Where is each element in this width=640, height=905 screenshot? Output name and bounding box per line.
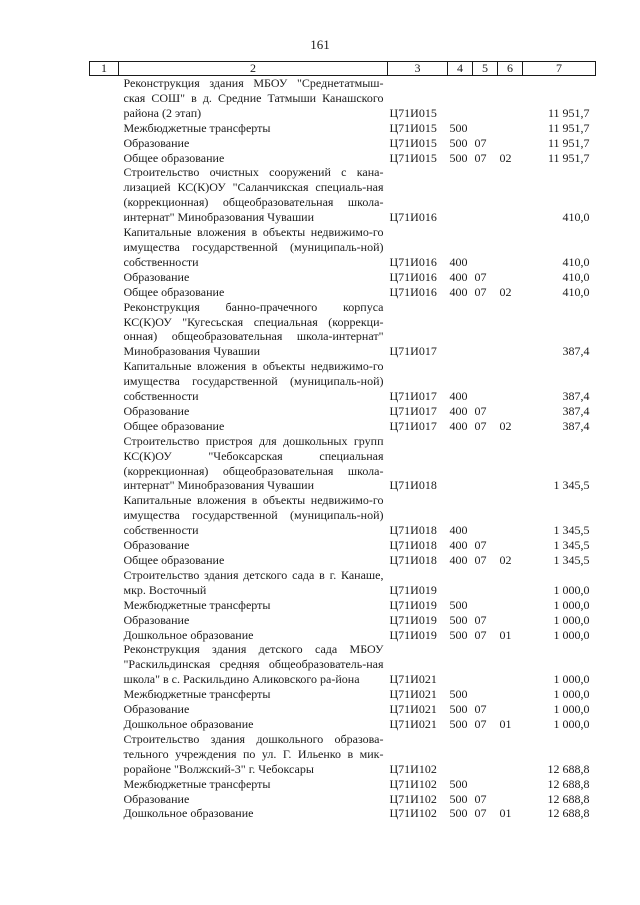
expense-type-code: 500 xyxy=(449,597,468,612)
row-spacer-cell xyxy=(90,568,119,598)
expense-type-code: 400 xyxy=(449,403,468,418)
amount-value: 410,0 xyxy=(562,284,590,299)
subsection-code xyxy=(498,702,523,717)
item-name: Образование xyxy=(123,791,190,806)
amount-value: 1 000,0 xyxy=(553,597,590,612)
table-row xyxy=(90,359,596,404)
section-code xyxy=(473,165,498,225)
column-number-6: 6 xyxy=(498,62,523,76)
item-name: Строительство очистных сооружений с кана-лизацией КС(К)ОУ "Саланчикская специаль-ная (коррекционная) общеобразовательная школа-интернат" Минобразования Чувашии xyxy=(123,165,384,225)
row-spacer-cell xyxy=(90,792,119,807)
row-spacer-cell xyxy=(90,717,119,732)
table-row xyxy=(90,270,596,285)
expense-type-code: 500 xyxy=(449,806,468,821)
row-spacer-cell xyxy=(90,270,119,285)
section-code: 07 xyxy=(474,716,487,731)
table-row xyxy=(90,225,596,270)
target-article-code: Ц71И102 xyxy=(389,791,437,806)
amount-value: 410,0 xyxy=(562,254,590,269)
subsection-code xyxy=(498,270,523,285)
section-code: 07 xyxy=(474,553,487,567)
expense-type-code: 500 xyxy=(449,776,468,791)
expense-type-code: 400 xyxy=(449,269,468,284)
row-spacer-cell xyxy=(90,687,119,702)
budget-table xyxy=(89,61,596,821)
target-article-code: Ц71И102 xyxy=(389,761,437,776)
section-code xyxy=(473,225,498,270)
target-article-code: Ц71И015 xyxy=(389,105,437,120)
row-spacer-cell xyxy=(90,702,119,717)
subsection-code xyxy=(498,404,523,419)
amount-value: 12 688,8 xyxy=(547,776,590,791)
target-article-code: Ц71И021 xyxy=(389,702,437,717)
target-article-code: Ц71И015 xyxy=(389,150,437,165)
amount-value: 12 688,8 xyxy=(547,761,590,776)
section-code: 07 xyxy=(474,627,487,642)
table-body xyxy=(90,76,596,822)
target-article-code: Ц71И018 xyxy=(389,523,437,538)
expense-type-code: 400 xyxy=(449,389,468,404)
amount-value: 1 000,0 xyxy=(553,582,590,597)
column-number-5: 5 xyxy=(473,62,498,76)
table-row xyxy=(90,300,596,360)
subsection-code: 01 xyxy=(499,806,512,821)
section-code xyxy=(473,732,498,777)
row-spacer-cell xyxy=(90,538,119,553)
amount-value: 1 000,0 xyxy=(553,716,590,731)
table-row xyxy=(90,285,596,300)
item-name: Капитальные вложения в объекты недвижимо-го имущества государственной (муниципаль-ной) собственности xyxy=(123,493,384,538)
item-name: Дошкольное образование xyxy=(123,716,254,731)
subsection-code xyxy=(498,613,523,628)
row-spacer-cell xyxy=(90,777,119,792)
table-row xyxy=(90,702,596,717)
table-row xyxy=(90,404,596,419)
target-article-code: Ц71И016 xyxy=(389,269,437,284)
row-spacer-cell xyxy=(90,806,119,821)
column-number-4: 4 xyxy=(448,62,473,76)
amount-value: 11 951,7 xyxy=(547,105,590,120)
target-article-code: Ц71И019 xyxy=(389,597,437,612)
table-row xyxy=(90,136,596,151)
subsection-code xyxy=(498,777,523,792)
amount-value: 387,4 xyxy=(562,418,590,433)
expense-type-code xyxy=(448,568,473,598)
section-code: 07 xyxy=(474,806,487,821)
page-number: 161 xyxy=(310,37,330,52)
subsection-code xyxy=(498,792,523,807)
subsection-code: 02 xyxy=(499,553,512,567)
subsection-code xyxy=(498,493,523,538)
item-name: Образование xyxy=(123,538,190,553)
row-spacer-cell xyxy=(90,285,119,300)
row-spacer-cell xyxy=(90,613,119,628)
item-name: Образование xyxy=(123,403,190,418)
section-code xyxy=(473,568,498,598)
section-code: 07 xyxy=(474,702,487,717)
expense-type-code: 400 xyxy=(449,254,468,269)
amount-value: 12 688,8 xyxy=(547,791,590,806)
target-article-code: Ц71И017 xyxy=(389,418,437,433)
row-spacer-cell xyxy=(90,76,119,121)
amount-value: 1 345,5 xyxy=(553,538,590,553)
expense-type-code: 500 xyxy=(449,627,468,642)
table-row xyxy=(90,76,596,121)
row-spacer-cell xyxy=(90,404,119,419)
amount-value: 1 000,0 xyxy=(553,702,590,717)
row-spacer-cell xyxy=(90,732,119,777)
expense-type-code xyxy=(448,165,473,225)
section-code xyxy=(473,359,498,404)
amount-value: 1 000,0 xyxy=(553,687,590,702)
item-name: Общее образование xyxy=(123,150,225,165)
section-code xyxy=(473,493,498,538)
item-name: Образование xyxy=(123,702,190,717)
table-row xyxy=(90,642,596,687)
target-article-code: Ц71И102 xyxy=(389,806,437,821)
item-name: Образование xyxy=(123,612,190,627)
subsection-code xyxy=(498,300,523,360)
table-row xyxy=(90,419,596,434)
expense-type-code xyxy=(448,434,473,494)
target-article-code: Ц71И015 xyxy=(389,120,437,135)
table-row xyxy=(90,568,596,598)
row-spacer-cell xyxy=(90,151,119,166)
row-spacer-cell xyxy=(90,121,119,136)
table-row xyxy=(90,493,596,538)
section-code: 07 xyxy=(474,135,487,150)
table-row xyxy=(90,538,596,553)
subsection-code xyxy=(498,687,523,702)
row-spacer-cell xyxy=(90,419,119,434)
expense-type-code xyxy=(448,642,473,687)
row-spacer-cell xyxy=(90,642,119,687)
table-row xyxy=(90,121,596,136)
amount-value: 11 951,7 xyxy=(547,150,590,165)
table-row xyxy=(90,151,596,166)
expense-type-code xyxy=(448,76,473,121)
section-code: 07 xyxy=(474,791,487,806)
target-article-code: Ц71И021 xyxy=(389,687,437,702)
target-article-code: Ц71И021 xyxy=(389,716,437,731)
expense-type-code: 500 xyxy=(449,612,468,627)
target-article-code: Ц71И017 xyxy=(389,344,437,359)
subsection-code xyxy=(498,732,523,777)
item-name: Дошкольное образование xyxy=(123,627,254,642)
row-spacer-cell xyxy=(90,300,119,360)
target-article-code: Ц71И017 xyxy=(389,389,437,404)
item-name: Капитальные вложения в объекты недвижимо-го имущества государственной (муниципаль-ной) собственности xyxy=(123,225,384,269)
expense-type-code xyxy=(448,732,473,777)
row-spacer-cell xyxy=(90,434,119,494)
row-spacer-cell xyxy=(90,165,119,225)
expense-type-code: 500 xyxy=(449,150,468,165)
section-code xyxy=(473,434,498,494)
table-row xyxy=(90,732,596,777)
item-name: Дошкольное образование xyxy=(123,806,254,821)
table-header xyxy=(90,62,596,76)
subsection-code: 02 xyxy=(499,284,512,299)
item-name: Реконструкция банно-прачечного корпуса КС(К)ОУ "Кугесьская специальная (коррекци-онная) общеобразовательная школа-интернат" Минобразования Чувашии xyxy=(123,299,384,359)
amount-value: 1 000,0 xyxy=(553,672,590,687)
target-article-code: Ц71И021 xyxy=(389,672,437,687)
target-article-code: Ц71И018 xyxy=(389,478,437,493)
subsection-code xyxy=(498,642,523,687)
section-code xyxy=(473,777,498,792)
amount-value: 1 345,5 xyxy=(553,553,590,567)
target-article-code: Ц71И016 xyxy=(389,210,437,225)
table-row xyxy=(90,598,596,613)
amount-value: 12 688,8 xyxy=(547,806,590,821)
section-code: 07 xyxy=(474,284,487,299)
table-row xyxy=(90,687,596,702)
target-article-code: Ц71И016 xyxy=(389,254,437,269)
subsection-code xyxy=(498,538,523,553)
item-name: Общее образование xyxy=(123,553,225,567)
subsection-code: 02 xyxy=(499,150,512,165)
subsection-code: 02 xyxy=(499,418,512,433)
subsection-code xyxy=(498,225,523,270)
target-article-code: Ц71И015 xyxy=(389,135,437,150)
expense-type-code: 400 xyxy=(449,284,468,299)
subsection-code xyxy=(498,568,523,598)
amount-value: 11 951,7 xyxy=(547,135,590,150)
table-row xyxy=(90,792,596,807)
subsection-code xyxy=(498,165,523,225)
section-code xyxy=(473,598,498,613)
section-code: 07 xyxy=(474,538,487,553)
target-article-code: Ц71И019 xyxy=(389,627,437,642)
row-spacer-cell xyxy=(90,359,119,404)
target-article-code: Ц71И016 xyxy=(389,284,437,299)
item-name: Капитальные вложения в объекты недвижимо-го имущества государственной (муниципаль-ной) собственности xyxy=(123,359,384,404)
target-article-code: Ц71И017 xyxy=(389,403,437,418)
expense-type-code: 500 xyxy=(449,135,468,150)
row-spacer-cell xyxy=(90,136,119,151)
expense-type-code: 500 xyxy=(449,791,468,806)
target-article-code: Ц71И019 xyxy=(389,612,437,627)
subsection-code: 01 xyxy=(499,627,512,642)
subsection-code xyxy=(498,121,523,136)
item-name: Межбюджетные трансферты xyxy=(123,597,271,612)
section-code: 07 xyxy=(474,150,487,165)
target-article-code: Ц71И018 xyxy=(389,538,437,553)
amount-value: 11 951,7 xyxy=(547,120,590,135)
column-number-2: 2 xyxy=(119,62,388,76)
item-name: Образование xyxy=(123,269,190,284)
amount-value: 1 000,0 xyxy=(553,627,590,642)
item-name: Реконструкция здания детского сада МБОУ "Раскильдинская средняя общеобразователь-ная школа" в с. Раскильдино Аликовского ра-йона xyxy=(123,642,384,687)
table-row xyxy=(90,613,596,628)
item-name: Строительство пристроя для дошкольных групп КС(К)ОУ "Чебоксарская специальная (коррекционная) общеобразовательная школа-интернат" Минобразования Чувашии xyxy=(123,433,384,493)
item-name: Межбюджетные трансферты xyxy=(123,776,271,791)
row-spacer-cell xyxy=(90,493,119,538)
section-code: 07 xyxy=(474,269,487,284)
target-article-code: Ц71И018 xyxy=(389,553,437,567)
header-row xyxy=(90,62,596,76)
target-article-code: Ц71И019 xyxy=(389,582,437,597)
amount-value: 410,0 xyxy=(562,269,590,284)
expense-type-code: 500 xyxy=(449,120,468,135)
amount-value: 387,4 xyxy=(562,344,590,359)
section-code xyxy=(473,642,498,687)
table-row xyxy=(90,628,596,643)
section-code xyxy=(473,300,498,360)
subsection-code xyxy=(498,359,523,404)
table-row xyxy=(90,165,596,225)
expense-type-code: 400 xyxy=(449,538,468,553)
section-code xyxy=(473,687,498,702)
expense-type-code: 400 xyxy=(449,553,468,567)
amount-value: 387,4 xyxy=(562,403,590,418)
expense-type-code: 400 xyxy=(449,523,468,538)
row-spacer-cell xyxy=(90,598,119,613)
target-article-code: Ц71И102 xyxy=(389,776,437,791)
item-name: Образование xyxy=(123,135,190,150)
expense-type-code: 500 xyxy=(449,716,468,731)
column-number-7: 7 xyxy=(523,62,596,76)
table-row xyxy=(90,553,596,568)
amount-value: 410,0 xyxy=(562,210,590,225)
amount-value: 1 345,5 xyxy=(553,523,590,538)
section-code xyxy=(473,76,498,121)
item-name: Строительство здания дошкольного образова-тельного учреждения по ул. Г. Ильенко в мик-рорайоне "Волжский-3" г. Чебоксары xyxy=(123,731,384,776)
subsection-code xyxy=(498,598,523,613)
subsection-code: 01 xyxy=(499,716,512,731)
amount-value: 1 345,5 xyxy=(553,478,590,493)
item-name: Строительство здания детского сада в г. Канаше, мкр. Восточный xyxy=(123,567,384,597)
item-name: Реконструкция здания МБОУ "Среднетатмыш-ская СОШ" в д. Средние Татмыши Канашского района (2 этап) xyxy=(123,76,384,120)
section-code: 07 xyxy=(474,403,487,418)
table-row xyxy=(90,777,596,792)
column-number-3: 3 xyxy=(388,62,448,76)
row-spacer-cell xyxy=(90,225,119,270)
section-code: 07 xyxy=(474,418,487,433)
expense-type-code: 500 xyxy=(449,687,468,702)
item-name: Общее образование xyxy=(123,418,225,433)
subsection-code xyxy=(498,76,523,121)
section-code: 07 xyxy=(474,612,487,627)
expense-type-code: 500 xyxy=(449,702,468,717)
amount-value: 387,4 xyxy=(562,389,590,404)
amount-value: 1 000,0 xyxy=(553,612,590,627)
row-spacer-cell xyxy=(90,628,119,643)
expense-type-code: 400 xyxy=(449,418,468,433)
item-name: Межбюджетные трансферты xyxy=(123,120,271,135)
row-spacer-cell xyxy=(90,553,119,568)
table-row xyxy=(90,434,596,494)
subsection-code xyxy=(498,434,523,494)
column-number-1: 1 xyxy=(90,62,119,76)
expense-type-code xyxy=(448,300,473,360)
section-code xyxy=(473,121,498,136)
item-name: Межбюджетные трансферты xyxy=(123,687,271,702)
table-row xyxy=(90,717,596,732)
item-name: Общее образование xyxy=(123,284,225,299)
subsection-code xyxy=(498,136,523,151)
table-row xyxy=(90,806,596,821)
